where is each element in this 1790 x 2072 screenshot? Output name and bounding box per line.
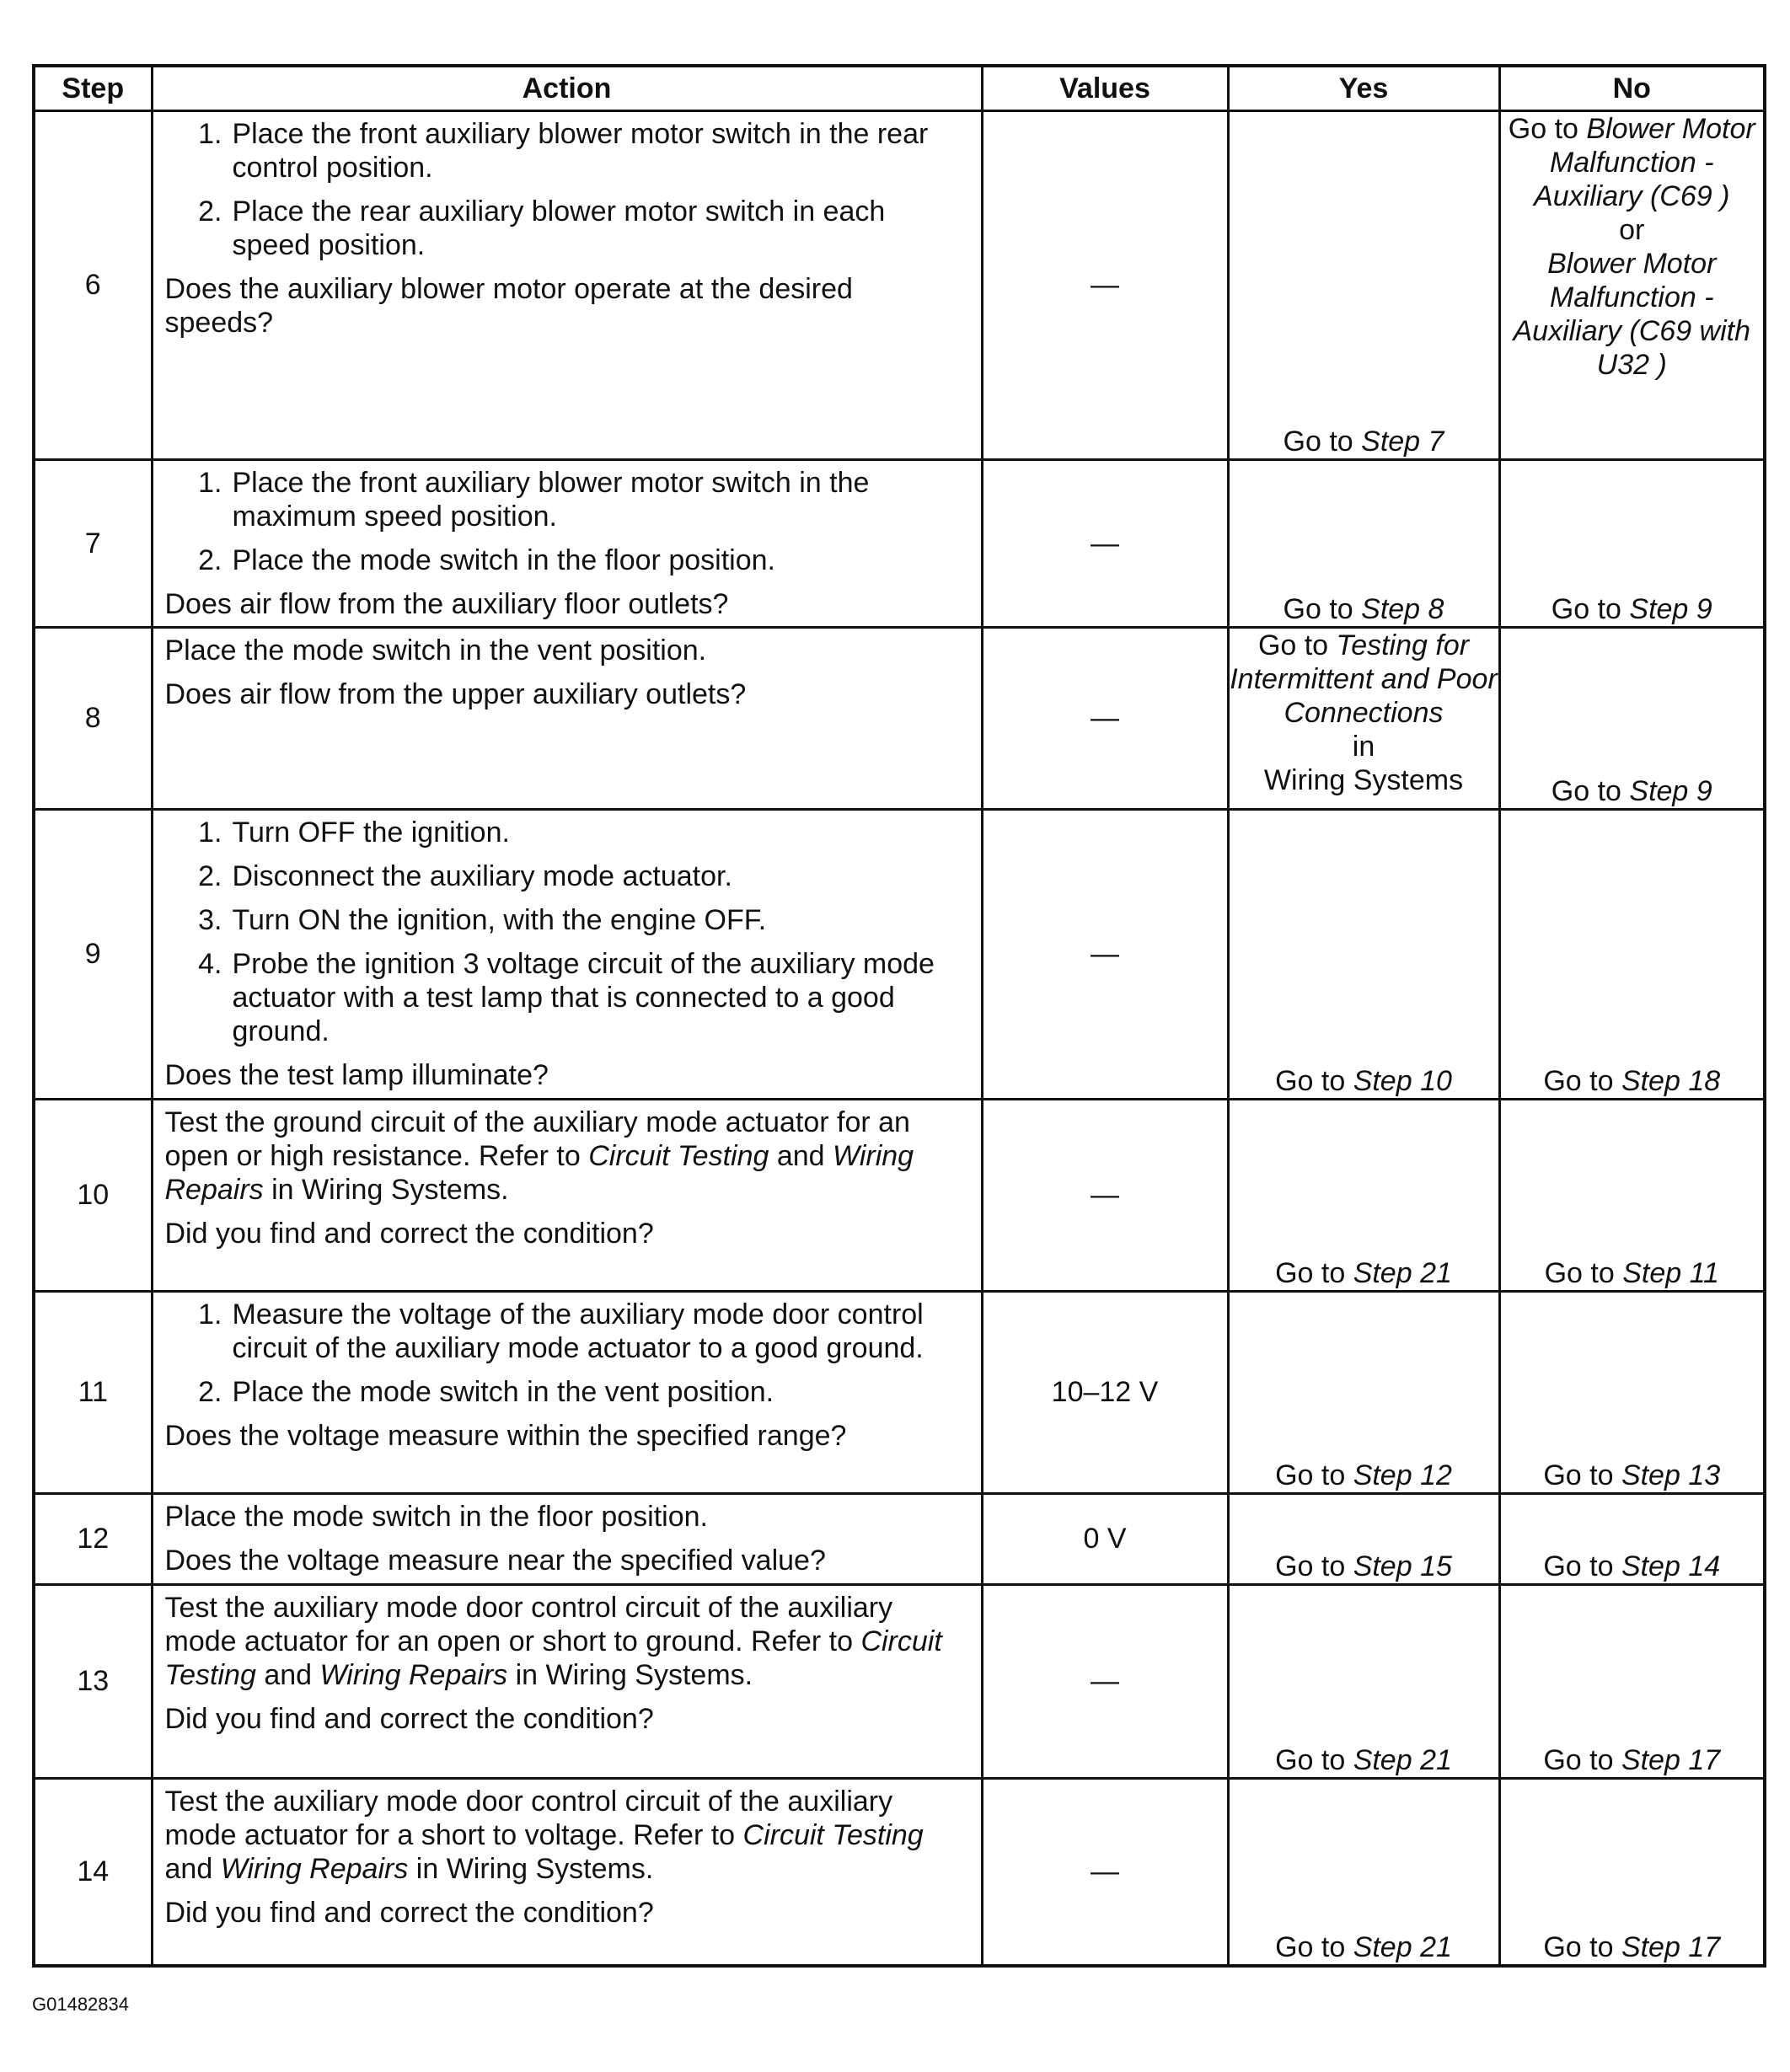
no-link[interactable]: Step 13	[1621, 1459, 1721, 1491]
no-link[interactable]: Step 11	[1622, 1257, 1719, 1289]
yes-link[interactable]: Step 8	[1361, 593, 1444, 625]
table-row-step-14	[34, 1779, 1765, 1966]
values-cell: 0 V	[982, 1494, 1228, 1585]
action-question: Did you find and correct the condition?	[164, 1897, 654, 1929]
action-cell	[152, 1100, 982, 1292]
values-cell: —	[982, 460, 1228, 628]
no-cell: Go to Step 9	[1499, 460, 1765, 628]
list-item: 1. Turn OFF the ignition.	[198, 816, 510, 849]
list-item: 1. Place the front auxiliary blower motor switch in the rear control position.	[198, 118, 929, 184]
values-cell: —	[982, 1779, 1228, 1966]
list-item: 2. Place the mode switch in the vent position.	[198, 1376, 774, 1408]
header-step: Step	[34, 66, 152, 111]
yes-link[interactable]: Step 10	[1353, 1065, 1452, 1097]
action-text: Place the mode switch in the vent position.	[164, 634, 707, 667]
yes-cell: Go to Step 8	[1228, 460, 1499, 628]
action-question: Does air flow from the auxiliary floor outlets?	[164, 588, 729, 620]
no-cell: Go to Step 11	[1499, 1100, 1765, 1292]
action-question: Does the auxiliary blower motor operate at the desired speeds?	[164, 273, 853, 339]
yes-link[interactable]: Step 21	[1353, 1930, 1452, 1963]
no-link-2[interactable]: Blower Motor Malfunction - Auxiliary (C69 with U32 )	[1513, 248, 1751, 381]
no-cell: Go to Blower Motor Malfunction - Auxiliary (C69 ) or Blower Motor Malfunction - Auxiliary (C69 with U32 )	[1499, 111, 1765, 460]
action-cell	[152, 1292, 982, 1494]
diagnostic-table	[32, 64, 1766, 1968]
action-question: Does the test lamp illuminate?	[164, 1059, 549, 1091]
yes-link[interactable]: Step 12	[1353, 1459, 1452, 1491]
yes-link[interactable]: Step 21	[1353, 1257, 1452, 1289]
list-item: 3. Turn ON the ignition, with the engine OFF.	[198, 904, 767, 936]
yes-cell: Go to Step 10	[1228, 810, 1499, 1100]
ref-wiring-repairs[interactable]: Wiring Repairs	[319, 1659, 508, 1691]
values-cell: 10–12 V	[982, 1292, 1228, 1494]
action-list	[165, 466, 969, 587]
ref-wiring-repairs[interactable]: Wiring Repairs	[220, 1853, 409, 1885]
no-cell: Go to Step 17	[1499, 1585, 1765, 1779]
action-list	[165, 1298, 969, 1419]
no-or-label: or	[1619, 214, 1645, 246]
action-list	[165, 816, 969, 1058]
no-cell: Go to Step 13	[1499, 1292, 1765, 1494]
action-cell	[152, 111, 982, 460]
list-item: 2. Disconnect the auxiliary mode actuator.	[198, 860, 732, 892]
action-text: Test the auxiliary mode door control circuit of the auxiliary mode actuator for a short to voltage. Refer to Circuit Testing and Wiring Repairs in Wiring Systems.	[164, 1786, 924, 1885]
table-row-step-10	[34, 1100, 1765, 1292]
no-link[interactable]: Step 18	[1621, 1065, 1721, 1097]
action-cell	[152, 460, 982, 628]
step-number: 12	[34, 1494, 152, 1585]
figure-id: G01482834	[32, 1994, 129, 2015]
step-number: 7	[34, 460, 152, 628]
ref-circuit-testing[interactable]: Circuit Testing	[164, 1625, 942, 1691]
header-no: No	[1499, 66, 1765, 111]
step-number: 6	[34, 111, 152, 460]
no-link-1[interactable]: Blower Motor Malfunction - Auxiliary (C69 )	[1534, 113, 1755, 212]
no-link[interactable]: Step 9	[1629, 775, 1712, 807]
action-question: Does the voltage measure within the specified range?	[164, 1420, 847, 1452]
yes-in-label: in	[1352, 731, 1375, 763]
ref-circuit-testing[interactable]: Circuit Testing	[742, 1819, 924, 1851]
action-cell	[152, 1585, 982, 1779]
step-number: 11	[34, 1292, 152, 1494]
yes-cell: Go to Step 12	[1228, 1292, 1499, 1494]
yes-link[interactable]: Step 15	[1353, 1550, 1452, 1582]
action-cell	[152, 810, 982, 1100]
no-link[interactable]: Step 9	[1629, 593, 1712, 625]
yes-cell: Go to Step 21	[1228, 1779, 1499, 1966]
action-question: Did you find and correct the condition?	[164, 1703, 654, 1735]
yes-link[interactable]: Step 21	[1353, 1744, 1452, 1776]
action-question: Does the voltage measure near the specified value?	[164, 1545, 826, 1577]
no-cell: Go to Step 9	[1499, 628, 1765, 810]
no-link[interactable]: Step 17	[1621, 1744, 1721, 1776]
no-link[interactable]: Step 14	[1621, 1550, 1721, 1582]
action-cell	[152, 1494, 982, 1585]
list-item: 2. Place the mode switch in the floor position.	[198, 544, 775, 576]
table-row-step-13	[34, 1585, 1765, 1779]
values-cell: —	[982, 111, 1228, 460]
yes-link[interactable]: Step 7	[1361, 426, 1444, 458]
list-item: 1. Measure the voltage of the auxiliary mode door control circuit of the auxiliary mode actuator to a good ground.	[198, 1298, 924, 1364]
yes-cell: Go to Step 7	[1228, 111, 1499, 460]
action-question: Did you find and correct the condition?	[164, 1218, 654, 1250]
step-number: 14	[34, 1779, 152, 1966]
ref-circuit-testing[interactable]: Circuit Testing	[588, 1140, 769, 1172]
table-row-step-8	[34, 628, 1765, 810]
values-cell: —	[982, 1585, 1228, 1779]
table-row-step-7	[34, 460, 1765, 628]
table-row-step-6	[34, 111, 1765, 460]
yes-cell: Go to Step 15	[1228, 1494, 1499, 1585]
action-text: Place the mode switch in the floor position.	[164, 1501, 708, 1533]
yes-cell: Go to Step 21	[1228, 1100, 1499, 1292]
table-row-step-12	[34, 1494, 1765, 1585]
action-text: Test the auxiliary mode door control circuit of the auxiliary mode actuator for an open or short to ground. Refer to Circuit Testing and Wiring Repairs in Wiring Systems.	[164, 1592, 942, 1691]
header-action: Action	[152, 66, 982, 111]
step-number: 13	[34, 1585, 152, 1779]
action-question: Does air flow from the upper auxiliary outlets?	[164, 678, 747, 710]
table-row-step-9	[34, 810, 1765, 1100]
values-cell: —	[982, 810, 1228, 1100]
yes-cell: Go to Step 21	[1228, 1585, 1499, 1779]
yes-link[interactable]: Testing for Intermittent and Poor Connections	[1230, 629, 1498, 729]
step-number: 10	[34, 1100, 152, 1292]
step-number: 8	[34, 628, 152, 810]
yes-suffix-label: Wiring Systems	[1263, 764, 1464, 796]
action-list	[165, 117, 969, 272]
action-cell	[152, 628, 982, 810]
diagnostic-table-sheet	[32, 64, 1763, 1968]
no-cell: Go to Step 18	[1499, 810, 1765, 1100]
no-cell: Go to Step 17	[1499, 1779, 1765, 1966]
ref-wiring-repairs[interactable]: Wiring Repairs	[164, 1140, 914, 1206]
header-yes: Yes	[1228, 66, 1499, 111]
list-item: 1. Place the front auxiliary blower motor switch in the maximum speed position.	[198, 467, 870, 533]
table-row-step-11	[34, 1292, 1765, 1494]
list-item: 2. Place the rear auxiliary blower motor switch in each speed position.	[198, 195, 886, 261]
no-cell: Go to Step 14	[1499, 1494, 1765, 1585]
header-row	[34, 66, 1765, 111]
no-link[interactable]: Step 17	[1621, 1930, 1721, 1963]
values-cell: —	[982, 628, 1228, 810]
values-cell: —	[982, 1100, 1228, 1292]
action-cell	[152, 1779, 982, 1966]
list-item: 4. Probe the ignition 3 voltage circuit of the auxiliary mode actuator with a test lamp that is connected to a good ground.	[198, 948, 935, 1047]
step-number: 9	[34, 810, 152, 1100]
yes-cell: Go to Testing for Intermittent and Poor Connections in Wiring Systems	[1228, 628, 1499, 810]
action-text: Test the ground circuit of the auxiliary mode actuator for an open or high resistance. Refer to Circuit Testing and Wiring Repairs in Wiring Systems.	[164, 1106, 914, 1206]
header-values: Values	[982, 66, 1228, 111]
